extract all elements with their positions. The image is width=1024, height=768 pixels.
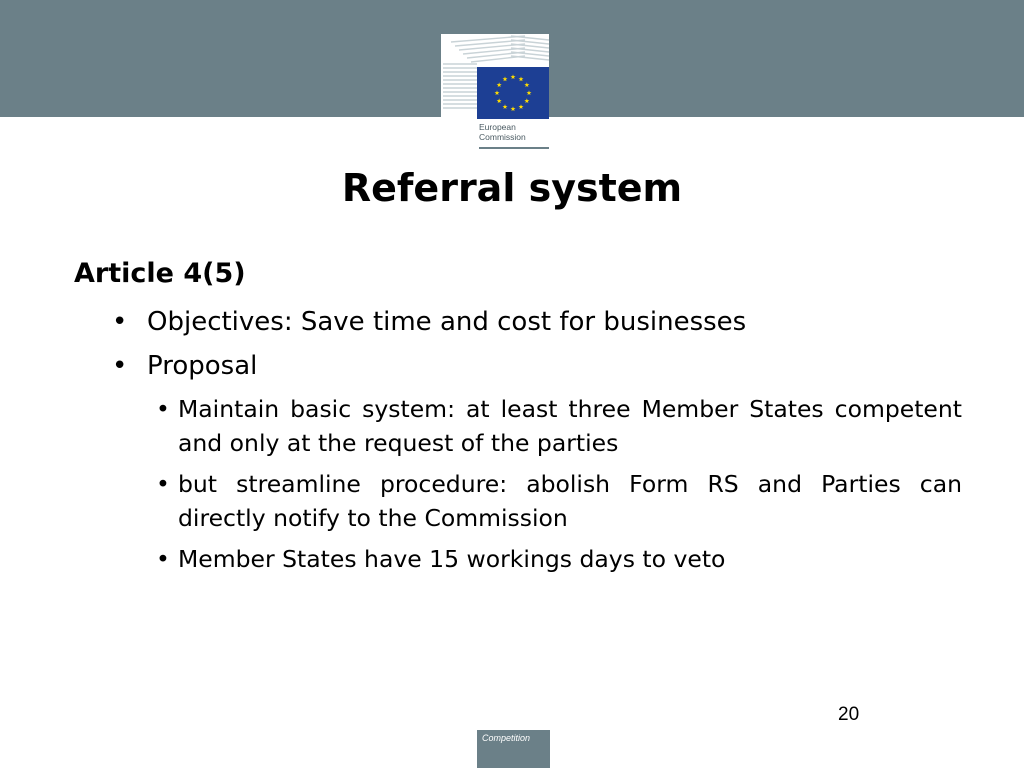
logo-underline bbox=[479, 147, 549, 149]
logo-line-1: European bbox=[479, 122, 516, 132]
bullet-icon: • bbox=[156, 470, 170, 498]
bullet-icon: • bbox=[112, 351, 128, 381]
european-commission-logo bbox=[441, 34, 549, 152]
page-number: 20 bbox=[838, 704, 860, 725]
section-heading: Article 4(5) bbox=[74, 258, 246, 289]
footer-section-label: Competition bbox=[482, 733, 531, 743]
bullet-text: Proposal bbox=[147, 351, 258, 381]
bullet-icon: • bbox=[112, 307, 128, 337]
logo-wordmark bbox=[479, 122, 526, 142]
sub-bullet-item-veto bbox=[156, 542, 962, 576]
sub-bullet-item-streamline bbox=[156, 467, 962, 535]
footer-section-tab bbox=[477, 730, 550, 768]
bullet-icon: • bbox=[156, 395, 170, 423]
bullet-icon: • bbox=[156, 545, 170, 573]
sub-bullet-item-maintain bbox=[156, 392, 962, 460]
sub-bullet-text: Member States have 15 workings days to veto bbox=[178, 545, 726, 573]
sub-bullet-text: but streamline procedure: abolish Form RS and Parties can directly notify to the Commission bbox=[178, 470, 962, 532]
slide-title: Referral system bbox=[341, 166, 683, 210]
sub-bullet-text: Maintain basic system: at least three Member States competent and only at the request of the parties bbox=[178, 395, 962, 457]
bullet-text: Objectives: Save time and cost for businesses bbox=[147, 307, 747, 337]
logo-line-2: Commission bbox=[479, 132, 526, 142]
